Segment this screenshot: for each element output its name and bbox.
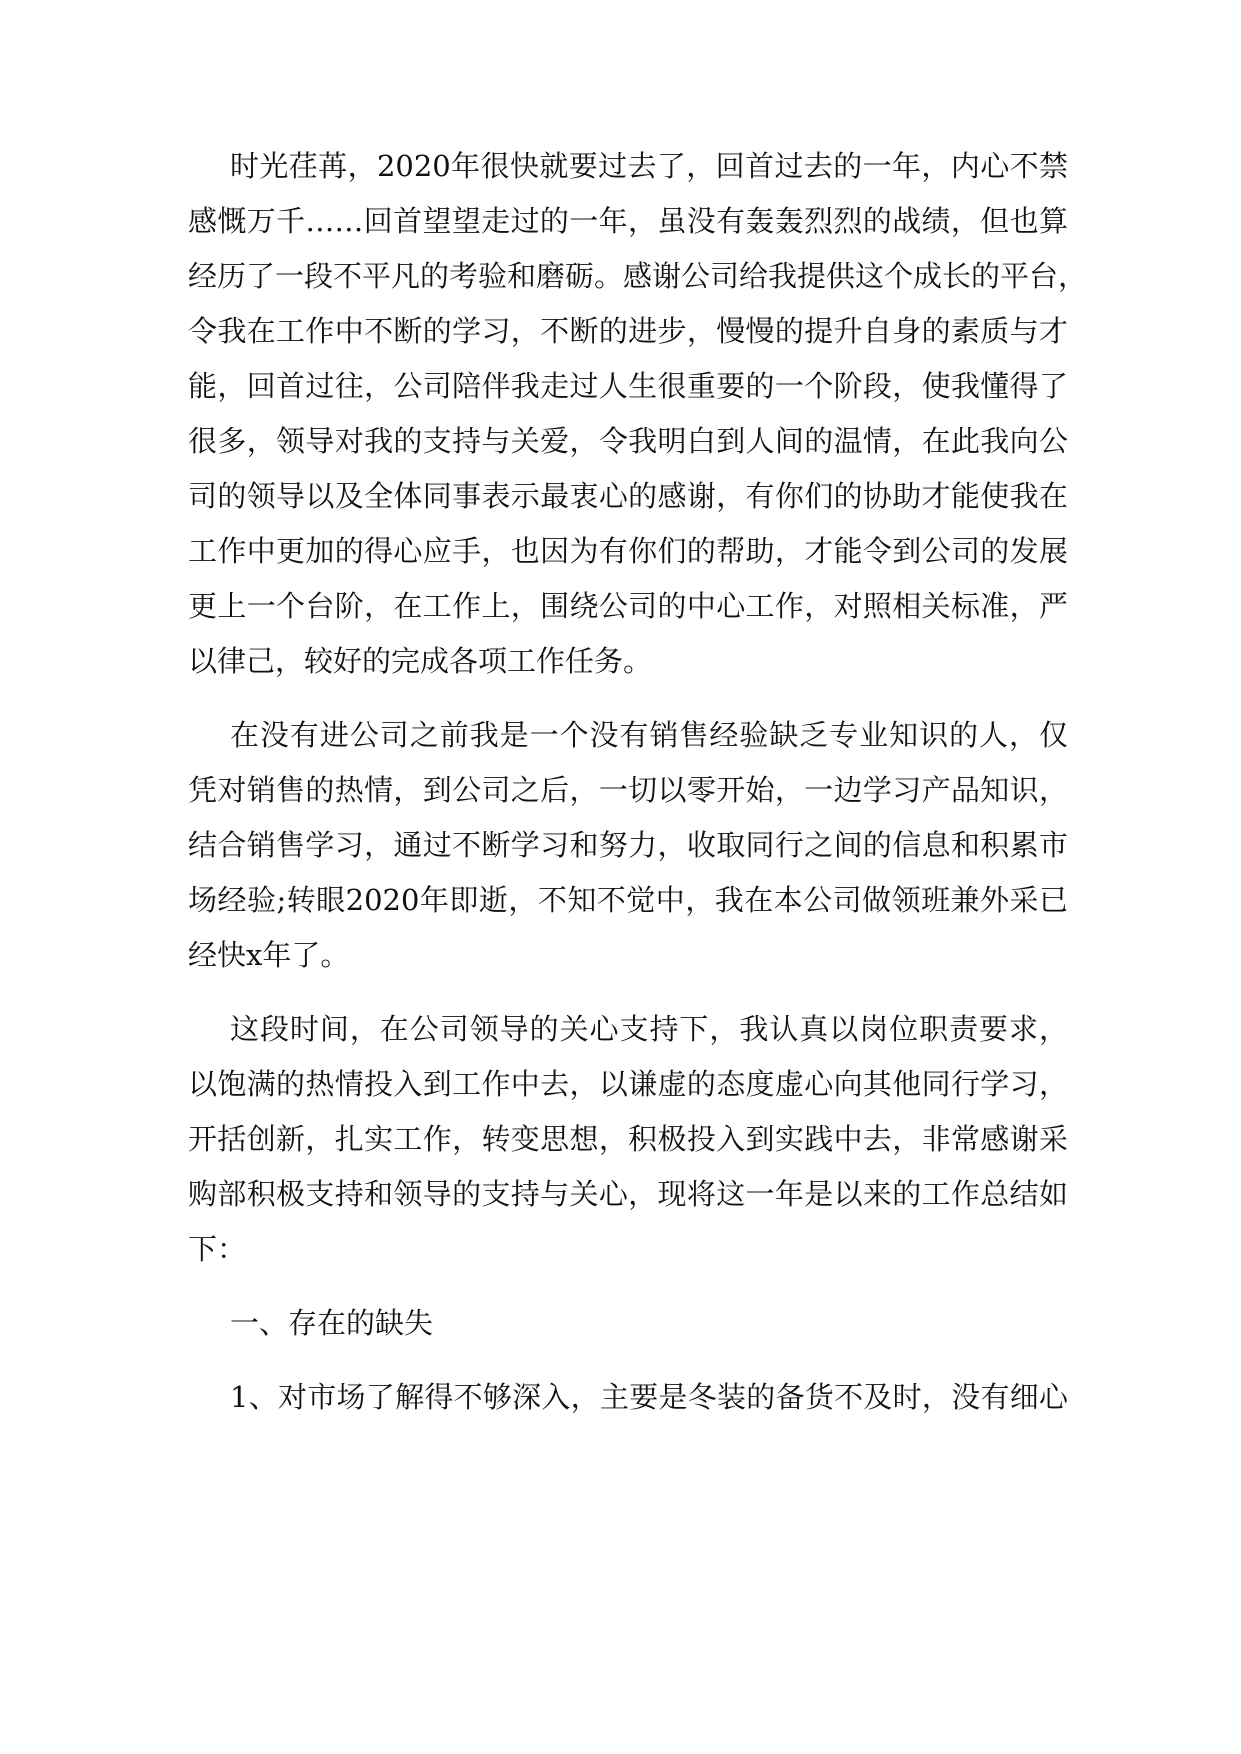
paragraph-3-line-1: 这段时间，在公司领导的关心支持下，我认真以岗位职责要求， <box>230 1012 1068 1046</box>
paragraph-1-line-8: 工作中更加的得心应手，也因为有你们的帮助，才能令到公司的发展 <box>188 534 1068 568</box>
paragraph-2-line-4: 场经验;转眼2020年即逝，不知不觉中，我在本公司做领班兼外采已 <box>188 883 1068 917</box>
paragraph-2-line-5: 经快x年了。 <box>188 938 350 972</box>
paragraph-2-line-1: 在没有进公司之前我是一个没有销售经验缺乏专业知识的人，仅 <box>230 718 1068 752</box>
paragraph-1-line-1: 时光荏苒，2020年很快就要过去了，回首过去的一年，内心不禁 <box>230 149 1068 183</box>
paragraph-3-line-4: 购部积极支持和领导的支持与关心，现将这一年是以来的工作总结如 <box>188 1177 1068 1211</box>
paragraph-1-line-5: 能，回首过往，公司陪伴我走过人生很重要的一个阶段，使我懂得了 <box>188 369 1068 403</box>
list-item-1-line-1: 1、对市场了解得不够深入，主要是冬装的备货不及时，没有细心 <box>230 1380 1068 1414</box>
paragraph-1-line-3: 经历了一段不平凡的考验和磨砺。感谢公司给我提供这个成长的平台， <box>188 259 1088 293</box>
paragraph-3-line-5: 下： <box>188 1232 247 1266</box>
paragraph-2-line-2: 凭对销售的热情，到公司之后，一切以零开始，一边学习产品知识， <box>188 773 1068 807</box>
paragraph-1-line-9: 更上一个台阶，在工作上，围绕公司的中心工作，对照相关标准，严 <box>188 589 1068 623</box>
paragraph-1-line-10: 以律己，较好的完成各项工作任务。 <box>188 644 653 678</box>
paragraph-3-line-2: 以饱满的热情投入到工作中去，以谦虚的态度虚心向其他同行学习， <box>188 1067 1068 1101</box>
paragraph-1-line-7: 司的领导以及全体同事表示最衷心的感谢，有你们的协助才能使我在 <box>188 479 1068 513</box>
paragraph-2-line-3: 结合销售学习，通过不断学习和努力，收取同行之间的信息和积累市 <box>188 828 1068 862</box>
paragraph-3-line-3: 开括创新，扎实工作，转变思想，积极投入到实践中去，非常感谢采 <box>188 1122 1068 1156</box>
section-heading: 一、存在的缺失 <box>230 1306 434 1340</box>
paragraph-1-line-2: 感慨万千……回首望望走过的一年，虽没有轰轰烈烈的战绩，但也算 <box>188 204 1068 238</box>
paragraph-1-line-4: 令我在工作中不断的学习，不断的进步，慢慢的提升自身的素质与才 <box>188 314 1068 348</box>
paragraph-1-line-6: 很多，领导对我的支持与关爱，令我明白到人间的温情，在此我向公 <box>188 424 1068 458</box>
